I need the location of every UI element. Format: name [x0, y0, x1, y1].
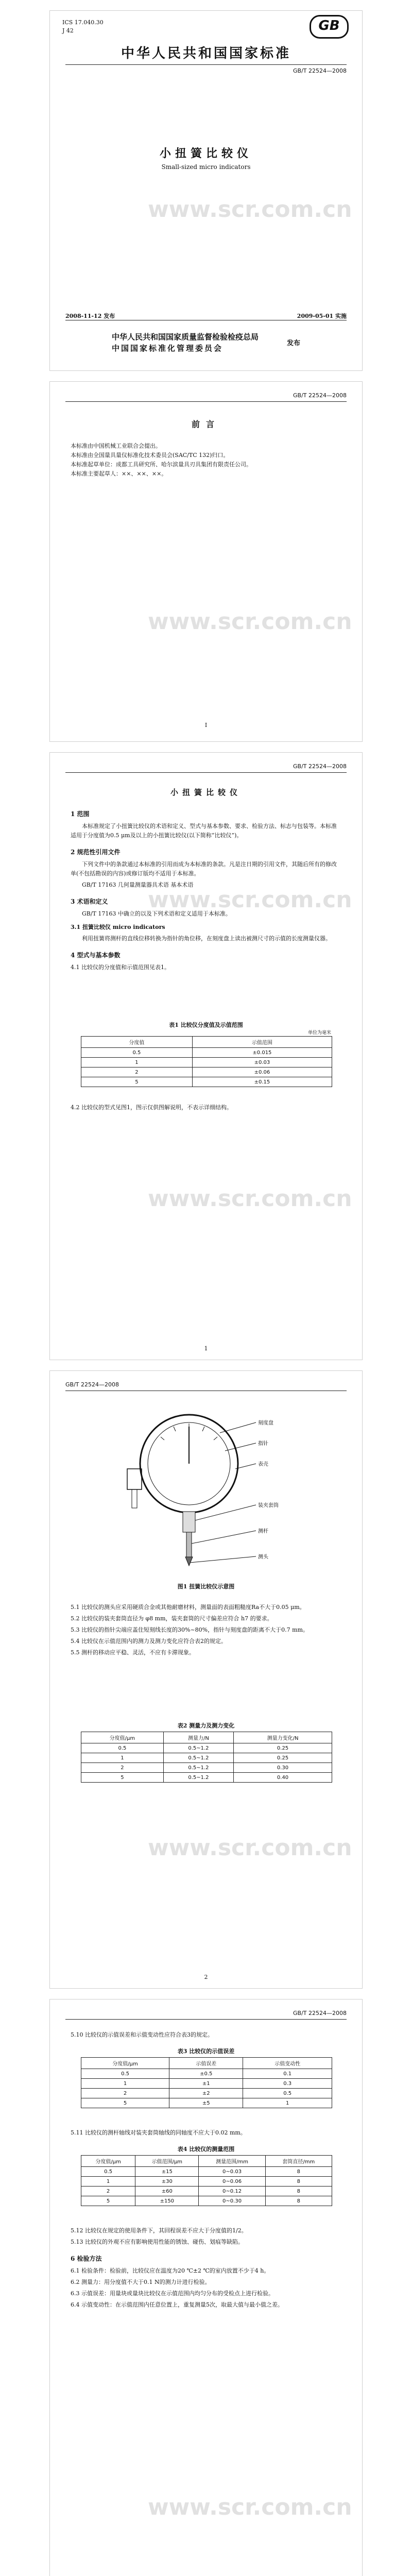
cell: 0.5~1.2 [163, 1753, 233, 1763]
page-header: GB/T 22524—2008 [293, 763, 347, 770]
table-row [81, 2167, 332, 2177]
table-4 [81, 2155, 332, 2206]
publisher-suffix: 发布 [287, 340, 301, 347]
cell: 0.30 [234, 1763, 332, 1773]
cell: 0~0.06 [199, 2177, 265, 2187]
cell: 0~0.03 [199, 2167, 265, 2177]
paragraph: 6.3 示值误差：用量块或量块比较仪在示值范围内均匀分布的受检点上进行检验。 [71, 2290, 274, 2297]
watermark: www.scr.com.cn [148, 1835, 352, 1861]
cell: ±1 [169, 2079, 243, 2089]
cell: 0.40 [234, 1773, 332, 1783]
page-header: GB/T 22524—2008 [293, 392, 347, 399]
national-standard-title: 中华人民共和国国家标准 [121, 46, 291, 61]
cell: 1 [81, 2177, 135, 2187]
cell: 1 [81, 1058, 193, 1067]
table-1 [81, 1036, 332, 1087]
figure-caption: 图1 扭簧比较仪示意图 [177, 1583, 235, 1590]
table-header: 示值范围/μm [135, 2156, 199, 2167]
title-en: Small-sized micro indicators [161, 163, 251, 171]
cell: ±150 [135, 2196, 199, 2206]
watermark: www.scr.com.cn [148, 1185, 352, 1212]
cell: ±5 [169, 2098, 243, 2108]
foreword-line: 本标准由全国量具量仪标准化技术委员会(SAC/TC 132)归口。 [71, 452, 229, 459]
section-heading: 6 检验方法 [71, 2255, 102, 2262]
paragraph: 4.1 比较仪的分度值和示值范围见表1。 [71, 964, 170, 971]
cell: ±0.06 [192, 1067, 332, 1077]
table-row [81, 2069, 332, 2079]
table-header: 示值误差 [169, 2058, 243, 2069]
cell: 2 [81, 2089, 169, 2098]
cell: 0.5~1.2 [163, 1743, 233, 1753]
standard-title: 小扭簧比较仪 [170, 788, 242, 797]
paragraph: 6.4 示值变动性：在示值范围内任意位置上，重复测量5次，取最大值与最小值之差。 [71, 2301, 283, 2308]
paragraph: 5.10 比较仪的示值误差和示值变动性应符合表3的规定。 [71, 2031, 213, 2038]
cell: ±60 [135, 2187, 199, 2196]
cell: ±0.03 [192, 1058, 332, 1067]
standard-number: GB/T 22524—2008 [293, 67, 347, 74]
table-header: 示值变动性 [243, 2058, 332, 2069]
fig-label: 表壳 [258, 1462, 268, 1467]
cell: 5 [81, 2196, 135, 2206]
cell: 0.5 [81, 2069, 169, 2079]
table-row [81, 1753, 332, 1763]
cell: 8 [265, 2187, 332, 2196]
cell: 5 [81, 2098, 169, 2108]
cell: 0~0.12 [199, 2187, 265, 2196]
cell: 0.5 [243, 2089, 332, 2098]
cell: 2 [81, 1763, 164, 1773]
table-header: 套筒直径/mm [265, 2156, 332, 2167]
watermark: www.scr.com.cn [148, 196, 352, 223]
cell: 1 [81, 1753, 164, 1763]
table-caption: 表2 测量力及测力变化 [177, 1722, 235, 1729]
paragraph: 5.11 比较仪的测杆轴线对装夹套筒轴线的同轴度不应大于0.02 mm。 [71, 2129, 246, 2136]
requirements-section [71, 1603, 341, 1657]
cell: 5 [81, 1773, 164, 1783]
cell: ±0.015 [192, 1048, 332, 1058]
cell: ±2 [169, 2089, 243, 2098]
paragraph: 4.2 比较仪的型式见图1，图示仅供图解说明，不表示详细结构。 [71, 1104, 232, 1111]
cell: 0.25 [234, 1753, 332, 1763]
page-header: GB/T 22524—2008 [65, 1381, 119, 1388]
cell: 0.5~1.2 [163, 1773, 233, 1783]
table-row [81, 1077, 332, 1087]
foreword-heading: 前言 [191, 419, 220, 429]
cell: 0.5 [81, 1743, 164, 1753]
table-header: 示值范围 [192, 1037, 332, 1048]
watermark: www.scr.com.cn [148, 2494, 352, 2520]
fig-label: 测头 [258, 1554, 268, 1560]
term-heading: 3.1 扭簧比较仪 micro indicators [71, 924, 165, 930]
cell: 8 [265, 2196, 332, 2206]
table-unit: 单位为毫米 [307, 1030, 331, 1036]
section-heading: 2 规范性引用文件 [71, 849, 121, 856]
table-row [81, 1773, 332, 1783]
paragraph: 本标准规定了小扭簧比较仪的术语和定义、型式与基本参数、要求、检验方法、标志与包装等。本标准适用于分度值为0.5 μm及以上的小扭簧比较仪(以下简称“比较仪”)。 [71, 823, 337, 839]
page-header: GB/T 22524—2008 [293, 2010, 347, 2016]
paragraph: 6.1 检验条件：检验前，比较仪应在温度为20 ℃±2 ℃的室内放置不少于4 h。 [71, 2267, 270, 2274]
table-caption: 表3 比较仪的示值误差 [177, 2048, 235, 2055]
watermark: www.scr.com.cn [148, 608, 352, 635]
title-cn: 小扭簧比较仪 [159, 147, 252, 160]
paragraph: 5.3 比较仪的指针尖端应盖住短刻线长度的30%~80%，指针与刻度盘的距离不大于0.7 mm。 [71, 1626, 308, 1633]
cell: 0.5 [81, 2167, 135, 2177]
content-page-1 [49, 752, 363, 1360]
cell: 2 [81, 2187, 135, 2196]
cell: 0.25 [234, 1743, 332, 1753]
cover-page [49, 10, 363, 371]
fig-label: 指针 [258, 1441, 268, 1447]
table-caption: 表1 比较仪分度值及示值范围 [169, 1022, 243, 1028]
publisher-line-1: 中华人民共和国国家质量监督检验检疫总局 [112, 332, 259, 342]
page-number: 2 [204, 1974, 208, 1980]
table-header: 测量范围/mm [199, 2156, 265, 2167]
indicator-figure [117, 1402, 297, 1577]
table-row [81, 2089, 332, 2098]
table-header: 测量力变化/N [234, 1732, 332, 1743]
paragraph: 下列文件中的条款通过本标准的引用而成为本标准的条款。凡是注日期的引用文件，其随后所有的修改单(不包括勘误的内容)或修订版均不适用于本标准。 [71, 861, 337, 877]
paragraph: 5.4 比较仪在示值范围内的测力及测力变化应符合表2的规定。 [71, 1638, 227, 1645]
paragraph: GB/T 17163 中确立的以及下列术语和定义适用于本标准。 [82, 910, 231, 917]
table-row [81, 1743, 332, 1753]
foreword-body [71, 442, 341, 479]
clamping-sleeve [183, 1512, 195, 1532]
table-header: 分度值/μm [81, 2058, 169, 2069]
side-view-body [127, 1469, 142, 1489]
cell: 1 [81, 2079, 169, 2089]
cell: 0.1 [243, 2069, 332, 2079]
table-caption: 表4 比较仪的测量范围 [177, 2146, 235, 2153]
cell: ±0.15 [192, 1077, 332, 1087]
section-heading: 1 范围 [71, 810, 90, 818]
side-view-sleeve [132, 1489, 137, 1508]
content-page-3 [49, 1999, 363, 2576]
page-number: I [204, 722, 208, 728]
publisher-line-2: 中国国家标准化管理委员会 [112, 344, 224, 353]
gb-logo: GB [310, 15, 349, 39]
fig-label: 测杆 [258, 1529, 268, 1534]
table-header: 分度值/μm [81, 1732, 164, 1743]
cell: ±30 [135, 2177, 199, 2187]
cell: 1 [243, 2098, 332, 2108]
table-row [81, 2079, 332, 2089]
cell: ±15 [135, 2167, 199, 2177]
ccs-code: J 42 [62, 27, 74, 34]
section-heading: 4 型式与基本参数 [71, 952, 121, 959]
fig-label: 装夹套筒 [258, 1503, 279, 1509]
table-header: 测量力/N [163, 1732, 233, 1743]
cell: 8 [265, 2167, 332, 2177]
table-2 [81, 1732, 332, 1783]
cell: 0.3 [243, 2079, 332, 2089]
cell: 0~0.30 [199, 2196, 265, 2206]
ics-code: ICS 17.040.30 [62, 19, 104, 26]
measuring-tip [185, 1557, 193, 1566]
fig-label: 刻度盘 [258, 1420, 273, 1426]
watermark: www.scr.com.cn [148, 887, 352, 913]
measuring-spindle [186, 1532, 192, 1557]
cell: 2 [81, 1067, 193, 1077]
section-heading: 3 术语和定义 [71, 898, 108, 905]
cell: ±0.5 [169, 2069, 243, 2079]
cell: 5 [81, 1077, 193, 1087]
table-row [81, 2177, 332, 2187]
paragraph: 5.2 比较仪的装夹套筒直径为 φ8 mm，装夹套筒的尺寸偏差应符合 h7 的要求。 [71, 1615, 273, 1622]
table-row [81, 2098, 332, 2108]
table-row [81, 1048, 332, 1058]
foreword-line: 本标准由中国机械工业联合会提出。 [71, 443, 161, 449]
content-page-2 [49, 1370, 363, 1989]
table-row [81, 1058, 332, 1067]
reference: GB/T 17163 几何量测量器具术语 基本术语 [82, 882, 194, 888]
paragraph: 5.1 比较仪的测头应采用硬质合金或其他耐磨材料，测量面的表面粗糙度Ra不大于0.05 μm。 [71, 1604, 305, 1611]
foreword-line: 本标准起草单位：成都工具研究所、哈尔滨量具刃具集团有限责任公司。 [71, 461, 252, 468]
implementation-date: 2009-05-01 实施 [297, 313, 347, 319]
paragraph: 6.2 测量力：用分度值不大于0.1 N的测力计进行检验。 [71, 2279, 211, 2285]
foreword-page [49, 381, 363, 742]
test-methods-section [71, 2226, 341, 2310]
cell: 0.5~1.2 [163, 1763, 233, 1773]
issue-date: 2008-11-12 发布 [65, 313, 115, 319]
paragraph: 5.13 比较仪的外观不应有影响使用性能的锈蚀、碰伤、划痕等缺陷。 [71, 2239, 244, 2245]
foreword-line: 本标准主要起草人：××、××、××。 [71, 470, 167, 477]
cell: 0.5 [81, 1048, 193, 1058]
table-row [81, 2187, 332, 2196]
table-3 [81, 2057, 332, 2108]
paragraph: 利用扭簧将测杆的直线位移转换为指针的角位移，在刻度盘上读出被测尺寸的示值的长度测量仪器。 [82, 935, 331, 942]
table-row [81, 1067, 332, 1077]
paragraph: 5.12 比较仪在规定的使用条件下，其回程误差不应大于分度值的1/2。 [71, 2227, 247, 2234]
table-row [81, 2196, 332, 2206]
page-number: 1 [204, 1345, 208, 1352]
paragraph: 5.5 测杆的移动应平稳、灵活，不应有卡滞现象。 [71, 1649, 195, 1656]
table-header: 分度值 [81, 1037, 193, 1048]
table-header: 分度值/μm [81, 2156, 135, 2167]
cell: 8 [265, 2177, 332, 2187]
table-row [81, 1763, 332, 1773]
